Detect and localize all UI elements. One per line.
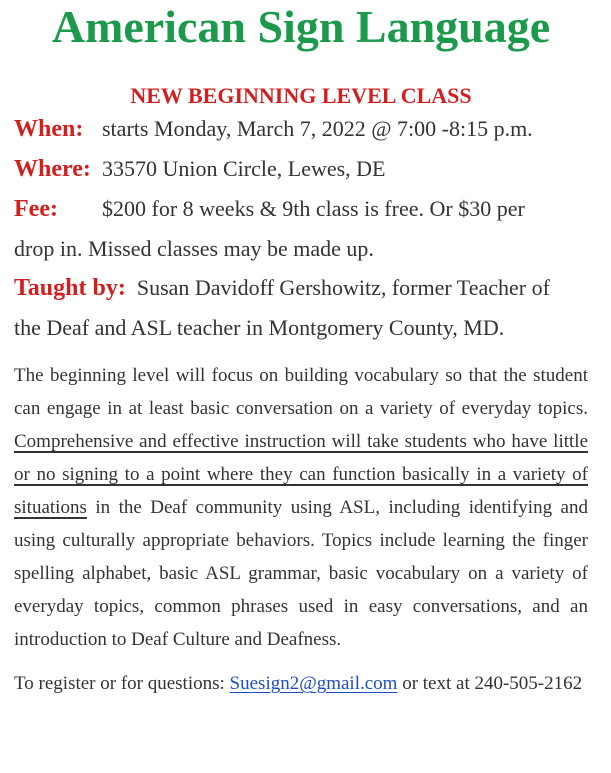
course-description	[14, 359, 588, 656]
when-value: starts Monday, March 7, 2022 @ 7:00 -8:15 p.m.	[102, 116, 533, 141]
contact-info	[14, 668, 588, 699]
page-title: American Sign Language	[51, 1, 551, 52]
phone-number: 240-505-2162	[474, 673, 583, 694]
when-label: When:	[14, 116, 84, 142]
description-underlined: Comprehensive and effective instruction will take students who have little or no signing to a point where they can function basically in a variety of situations	[14, 431, 588, 518]
where-row	[14, 149, 588, 189]
taught-by-label: Taught by:	[14, 275, 126, 301]
taught-row-continued	[14, 308, 588, 347]
where-value: 33570 Union Circle, Lewes, DE	[102, 156, 386, 181]
fee-row-continued	[14, 229, 588, 268]
contact-prefix: To register or for questions:	[14, 673, 230, 694]
fee-value-line1: $200 for 8 weeks & 9th class is free. Or $30 per	[102, 196, 525, 221]
contact-middle: or text at	[397, 673, 475, 694]
taught-by-value-line2: the Deaf and ASL teacher in Montgomery County, MD.	[14, 315, 505, 340]
page-subtitle: NEW BEGINNING LEVEL CLASS	[130, 83, 472, 108]
flyer-page	[14, 0, 588, 699]
taught-row	[14, 268, 588, 308]
when-row	[14, 109, 588, 149]
taught-by-value-line1: Susan Davidoff Gershowitz, former Teacher of	[136, 275, 550, 300]
description-rest: in the Deaf community using ASL, including identifying and using culturally appropriate behaviors. Topics include learning the finger spelling alphabet, basic ASL grammar, basic vocabulary on a variety of everyday topics, common phrases used in easy conversations, and an introduction to Deaf Culture and Deafness.	[14, 497, 588, 650]
fee-value-line2: drop in. Missed classes may be made up.	[14, 236, 374, 261]
class-details	[14, 109, 588, 347]
description-intro: The beginning level will focus on building vocabulary so that the student can engage in at least basic conversation on a variety of everyday topics.	[14, 365, 588, 419]
fee-label: Fee:	[14, 196, 58, 222]
fee-row	[14, 189, 588, 229]
email-link[interactable]: Suesign2@gmail.com	[229, 673, 398, 694]
where-label: Where:	[14, 156, 91, 182]
